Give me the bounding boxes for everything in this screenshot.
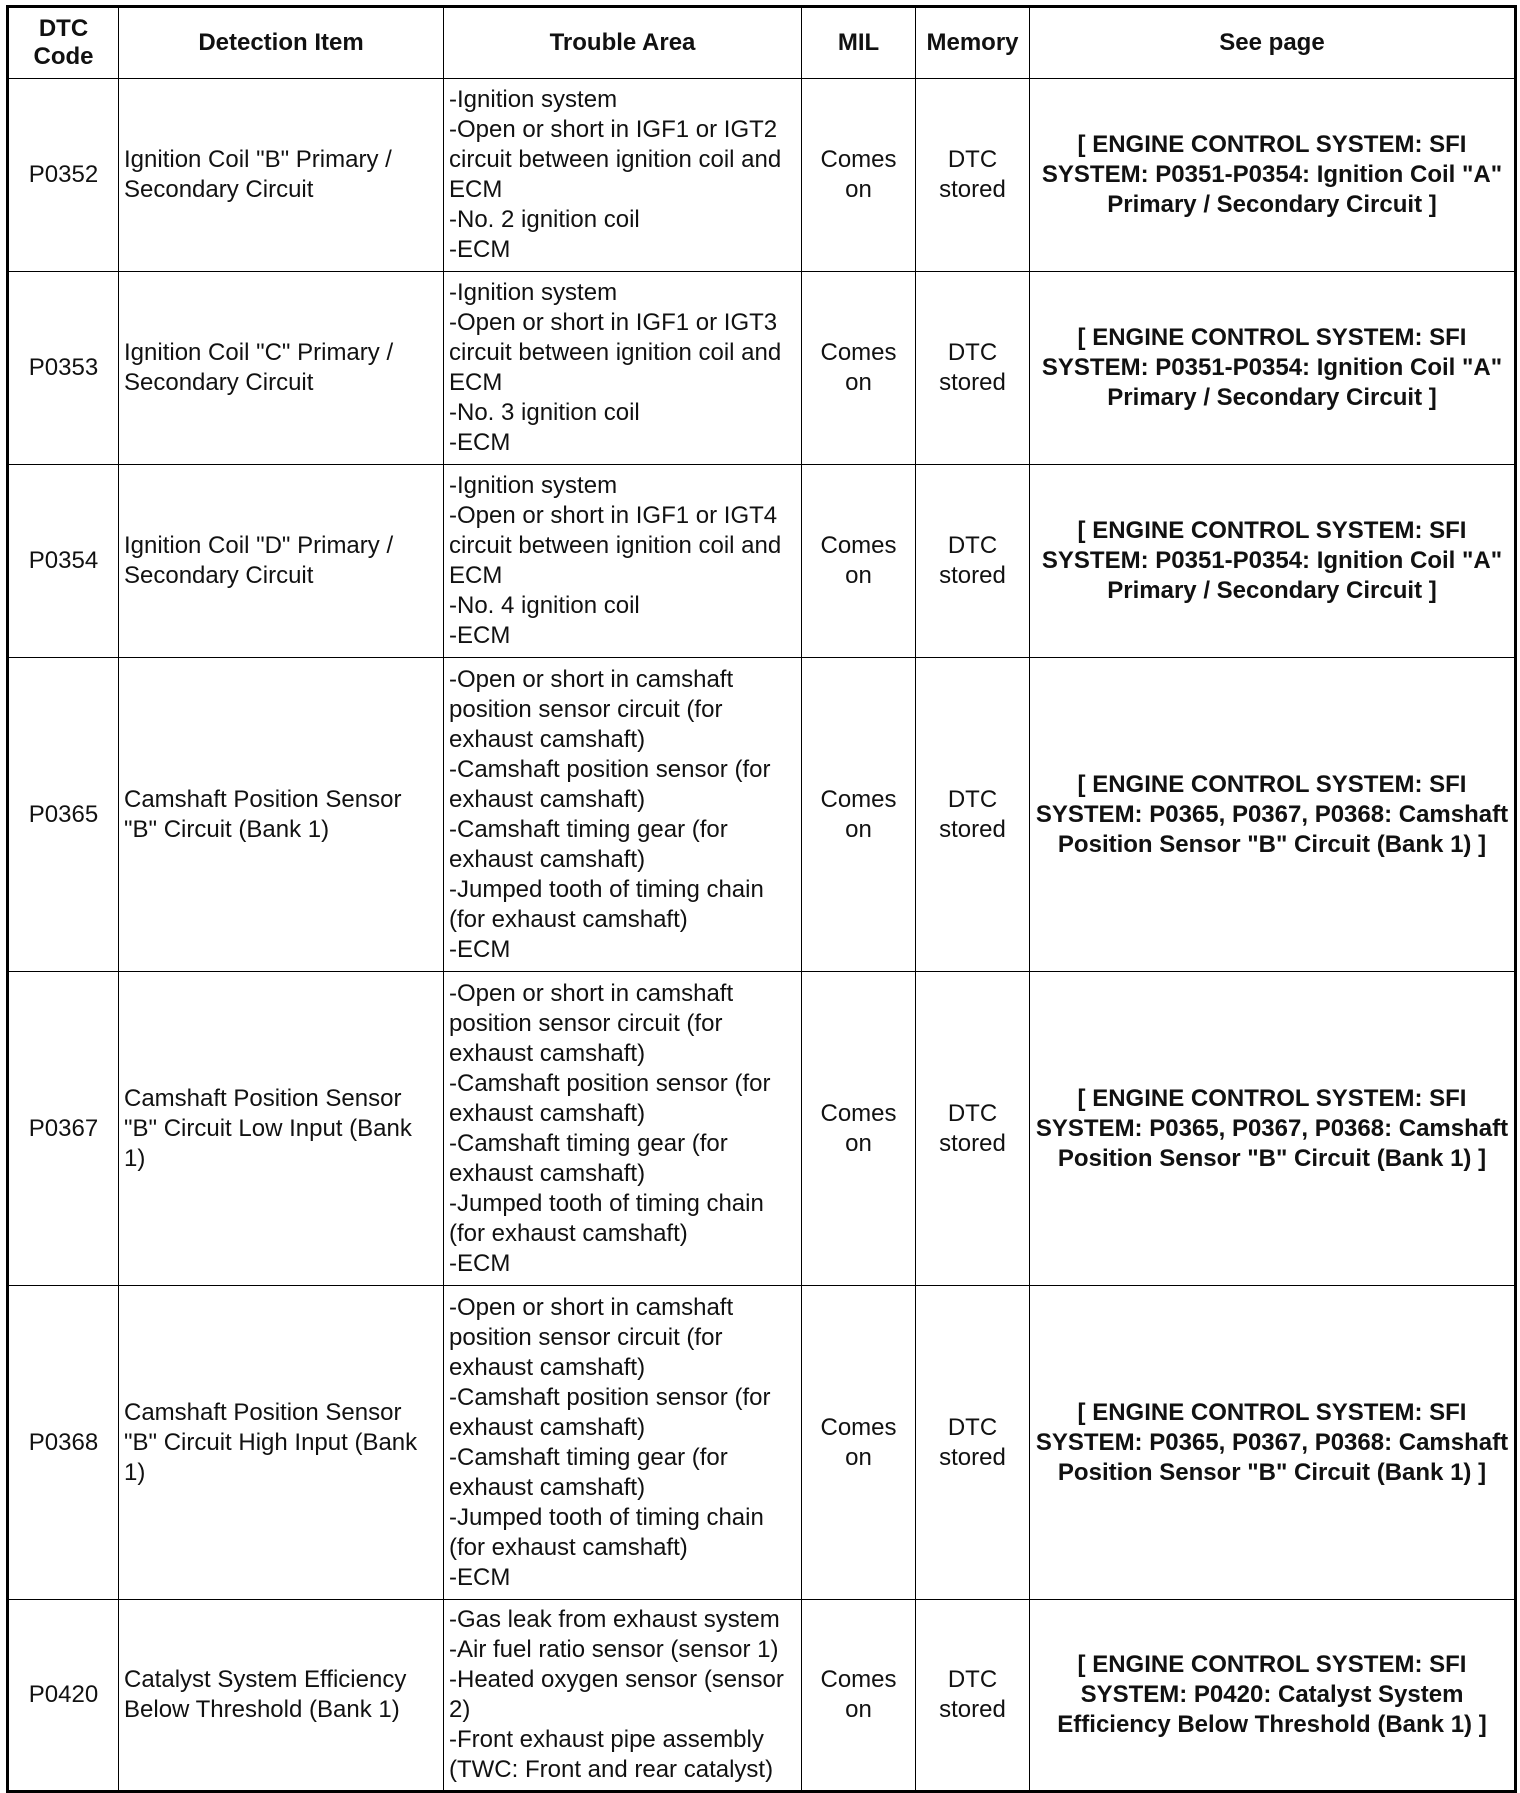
header-trouble-area: Trouble Area — [444, 7, 802, 79]
trouble-area-item: -Ignition system — [449, 472, 618, 499]
header-see-page: See page — [1030, 7, 1516, 79]
trouble-area-item: -ECM — [449, 935, 511, 963]
detection-item-cell: Ignition Coil "C" Primary / Secondary Circuit — [119, 272, 444, 465]
memory-cell: DTC stored — [916, 465, 1030, 658]
header-detection-item: Detection Item — [119, 7, 444, 79]
memory-cell: DTC stored — [916, 972, 1030, 1286]
dtc-code-cell: P0365 — [8, 658, 119, 972]
trouble-area-item: -No. 3 ignition coil — [449, 399, 640, 426]
mil-cell: Comes on — [802, 465, 916, 658]
trouble-area-cell — [444, 79, 802, 272]
dtc-table — [6, 5, 1517, 1793]
trouble-area-cell — [444, 1600, 802, 1792]
mil-cell: Comes on — [802, 972, 916, 1286]
dtc-code-cell: P0353 — [8, 272, 119, 465]
table-row — [8, 79, 1516, 272]
trouble-area-cell — [444, 972, 802, 1286]
trouble-area-cell — [444, 465, 802, 658]
trouble-area-item: -Gas leak from exhaust system — [449, 1606, 780, 1633]
mil-cell: Comes on — [802, 1286, 916, 1600]
memory-cell: DTC stored — [916, 1286, 1030, 1600]
see-page-cell: [ ENGINE CONTROL SYSTEM: SFI SYSTEM: P0351-P0354: Ignition Coil "A" Primary / Secondary Circuit ] — [1030, 79, 1516, 272]
trouble-area-item: -Open or short in IGF1 or IGT4 circuit between ignition coil and ECM — [449, 502, 782, 589]
trouble-area-item: -Jumped tooth of timing chain (for exhaust camshaft) — [449, 1503, 764, 1561]
trouble-area-item: -Open or short in camshaft position sensor circuit (for exhaust camshaft) — [449, 979, 734, 1067]
trouble-area-item: -Camshaft timing gear (for exhaust camshaft) — [449, 1129, 728, 1187]
trouble-area-item: -Camshaft timing gear (for exhaust camshaft) — [449, 815, 728, 873]
trouble-area-item: -Camshaft position sensor (for exhaust camshaft) — [449, 1383, 771, 1441]
trouble-area-item: -Open or short in camshaft position sensor circuit (for exhaust camshaft) — [449, 665, 734, 753]
trouble-area-item: -No. 2 ignition coil — [449, 206, 640, 233]
trouble-area-item: -Open or short in IGF1 or IGT2 circuit between ignition coil and ECM — [449, 116, 782, 203]
trouble-area-cell — [444, 658, 802, 972]
mil-cell: Comes on — [802, 1600, 916, 1792]
see-page-cell: [ ENGINE CONTROL SYSTEM: SFI SYSTEM: P0365, P0367, P0368: Camshaft Position Sensor "B" Circuit (Bank 1) ] — [1030, 658, 1516, 972]
detection-item-cell: Camshaft Position Sensor "B" Circuit Low Input (Bank 1) — [119, 972, 444, 1286]
trouble-area-item: -No. 4 ignition coil — [449, 592, 640, 619]
see-page-cell: [ ENGINE CONTROL SYSTEM: SFI SYSTEM: P0365, P0367, P0368: Camshaft Position Sensor "B" Circuit (Bank 1) ] — [1030, 1286, 1516, 1600]
trouble-area-item: -Air fuel ratio sensor (sensor 1) — [449, 1636, 779, 1663]
table-row — [8, 658, 1516, 972]
memory-cell: DTC stored — [916, 272, 1030, 465]
trouble-area-cell — [444, 1286, 802, 1600]
dtc-code-cell: P0367 — [8, 972, 119, 1286]
trouble-area-item: -ECM — [449, 622, 511, 649]
trouble-area-cell — [444, 272, 802, 465]
trouble-area-item: -Jumped tooth of timing chain (for exhaust camshaft) — [449, 1189, 764, 1247]
dtc-table-container — [6, 5, 1514, 1793]
dtc-code-cell: P0420 — [8, 1600, 119, 1792]
trouble-area-item: -Camshaft position sensor (for exhaust camshaft) — [449, 1069, 771, 1127]
memory-cell: DTC stored — [916, 658, 1030, 972]
memory-cell: DTC stored — [916, 79, 1030, 272]
see-page-cell: [ ENGINE CONTROL SYSTEM: SFI SYSTEM: P0420: Catalyst System Efficiency Below Threshold (Bank 1) ] — [1030, 1600, 1516, 1792]
detection-item-cell: Camshaft Position Sensor "B" Circuit (Bank 1) — [119, 658, 444, 972]
table-row — [8, 465, 1516, 658]
trouble-area-item: -Open or short in camshaft position sensor circuit (for exhaust camshaft) — [449, 1293, 734, 1381]
trouble-area-item: -Ignition system — [449, 86, 618, 113]
trouble-area-item: -Jumped tooth of timing chain (for exhaust camshaft) — [449, 875, 764, 933]
header-mil: MIL — [802, 7, 916, 79]
mil-cell: Comes on — [802, 272, 916, 465]
trouble-area-item: -Open or short in IGF1 or IGT3 circuit between ignition coil and ECM — [449, 309, 782, 396]
table-row — [8, 972, 1516, 1286]
see-page-cell: [ ENGINE CONTROL SYSTEM: SFI SYSTEM: P0351-P0354: Ignition Coil "A" Primary / Secondary Circuit ] — [1030, 272, 1516, 465]
mil-cell: Comes on — [802, 658, 916, 972]
detection-item-cell: Catalyst System Efficiency Below Threshold (Bank 1) — [119, 1600, 444, 1792]
detection-item-cell: Ignition Coil "B" Primary / Secondary Circuit — [119, 79, 444, 272]
see-page-cell: [ ENGINE CONTROL SYSTEM: SFI SYSTEM: P0365, P0367, P0368: Camshaft Position Sensor "B" Circuit (Bank 1) ] — [1030, 972, 1516, 1286]
trouble-area-item: -ECM — [449, 1563, 511, 1591]
trouble-area-item: -Camshaft timing gear (for exhaust camshaft) — [449, 1443, 728, 1501]
memory-cell: DTC stored — [916, 1600, 1030, 1792]
detection-item-cell: Camshaft Position Sensor "B" Circuit High Input (Bank 1) — [119, 1286, 444, 1600]
trouble-area-item: -Camshaft position sensor (for exhaust camshaft) — [449, 755, 771, 813]
dtc-code-cell: P0354 — [8, 465, 119, 658]
table-row — [8, 272, 1516, 465]
mil-cell: Comes on — [802, 79, 916, 272]
see-page-cell: [ ENGINE CONTROL SYSTEM: SFI SYSTEM: P0351-P0354: Ignition Coil "A" Primary / Secondary Circuit ] — [1030, 465, 1516, 658]
trouble-area-item: -Ignition system — [449, 279, 618, 306]
header-memory: Memory — [916, 7, 1030, 79]
trouble-area-item: -Heated oxygen sensor (sensor 2) — [449, 1666, 784, 1723]
trouble-area-item: -ECM — [449, 1249, 511, 1277]
table-row — [8, 1600, 1516, 1792]
trouble-area-item: -Front exhaust pipe assembly (TWC: Front and rear catalyst) — [449, 1726, 774, 1783]
dtc-code-cell: P0368 — [8, 1286, 119, 1600]
table-row — [8, 1286, 1516, 1600]
header-dtc-code: DTC Code — [8, 7, 119, 79]
trouble-area-item: -ECM — [449, 429, 511, 456]
detection-item-cell: Ignition Coil "D" Primary / Secondary Circuit — [119, 465, 444, 658]
dtc-code-cell: P0352 — [8, 79, 119, 272]
trouble-area-item: -ECM — [449, 236, 511, 263]
header-row — [8, 7, 1516, 79]
